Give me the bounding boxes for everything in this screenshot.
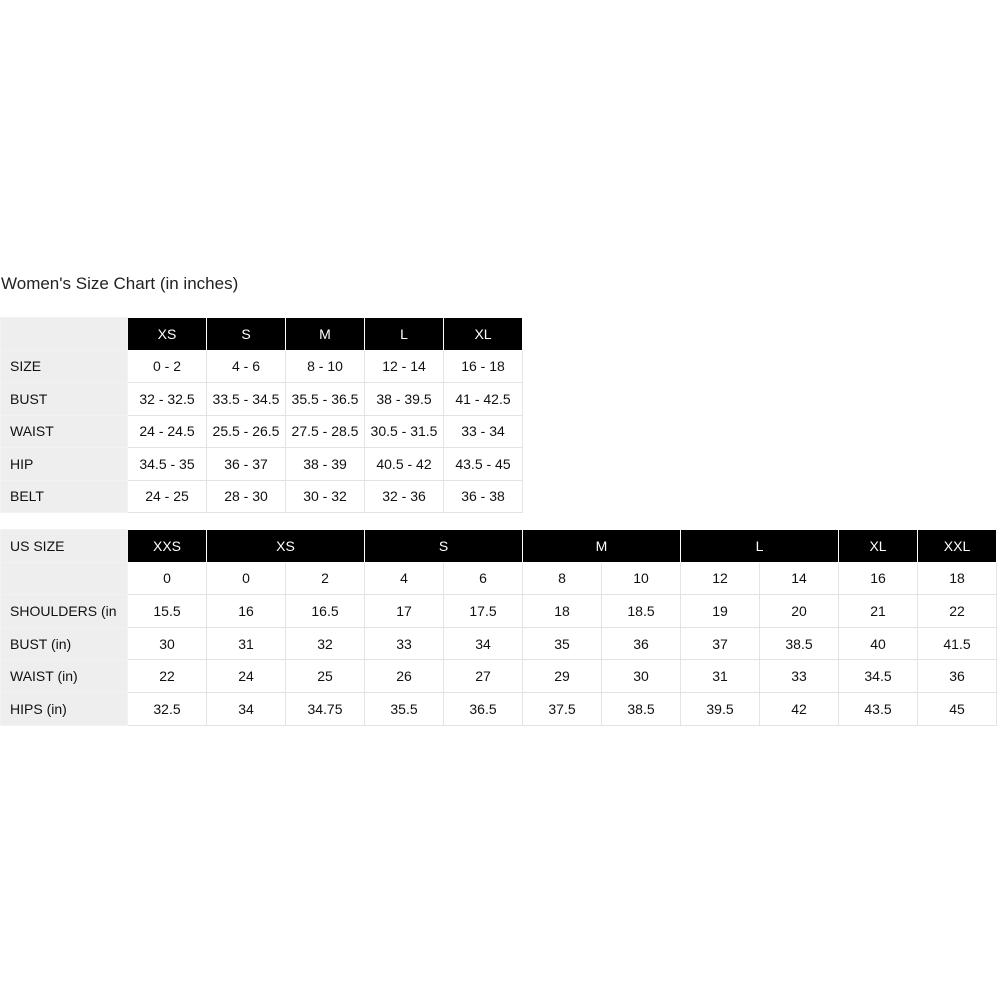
table-row — [1, 595, 997, 628]
group-header-row — [1, 530, 997, 563]
table-cell: 21 — [839, 595, 918, 628]
row-label: BELT — [1, 480, 128, 513]
table-cell: 39.5 — [681, 692, 760, 725]
table-cell: 27.5 - 28.5 — [286, 415, 365, 448]
table-cell: 31 — [681, 660, 760, 693]
table-cell: 30 — [602, 660, 681, 693]
table-cell: 42 — [760, 692, 839, 725]
table-cell: 38.5 — [602, 692, 681, 725]
row-label: HIPS (in) — [1, 692, 128, 725]
corner-label: US SIZE — [1, 530, 128, 563]
table-cell: 35.5 - 36.5 — [286, 383, 365, 416]
table-cell: 36 - 38 — [444, 480, 523, 513]
table-cell: 41.5 — [918, 627, 997, 660]
table-cell: 17 — [365, 595, 444, 628]
table-cell: 40.5 - 42 — [365, 448, 444, 481]
table-cell: 36.5 — [444, 692, 523, 725]
table-cell: 16 — [207, 595, 286, 628]
size-number: 18 — [918, 562, 997, 595]
size-group-header: XS — [207, 530, 365, 563]
column-header: XS — [128, 318, 207, 351]
table-cell: 0 - 2 — [128, 350, 207, 383]
table-cell: 24 — [207, 660, 286, 693]
table-cell: 34 — [207, 692, 286, 725]
table-row — [1, 480, 523, 513]
column-header: M — [286, 318, 365, 351]
size-number: 4 — [365, 562, 444, 595]
row-label: BUST (in) — [1, 627, 128, 660]
size-number: 16 — [839, 562, 918, 595]
table-cell: 34.5 — [839, 660, 918, 693]
table-cell: 32.5 — [128, 692, 207, 725]
table-cell: 33 - 34 — [444, 415, 523, 448]
table-cell: 34.5 - 35 — [128, 448, 207, 481]
table-cell: 25.5 - 26.5 — [207, 415, 286, 448]
row-label: SHOULDERS (in — [1, 595, 128, 628]
table-cell: 27 — [444, 660, 523, 693]
size-number: 6 — [444, 562, 523, 595]
table-row — [1, 415, 523, 448]
table-row — [1, 350, 523, 383]
table-cell: 37.5 — [523, 692, 602, 725]
size-chart-table — [0, 317, 523, 513]
corner-cell — [1, 318, 128, 351]
row-label: SIZE — [1, 350, 128, 383]
table-cell: 43.5 — [839, 692, 918, 725]
table-cell: 33.5 - 34.5 — [207, 383, 286, 416]
table-cell: 33 — [365, 627, 444, 660]
table-row — [1, 627, 997, 660]
size-number-row — [1, 562, 997, 595]
table-cell: 32 — [286, 627, 365, 660]
table-cell: 36 - 37 — [207, 448, 286, 481]
table-cell: 22 — [128, 660, 207, 693]
table-cell: 43.5 - 45 — [444, 448, 523, 481]
row-label: WAIST (in) — [1, 660, 128, 693]
header-row — [1, 318, 523, 351]
table-cell: 34.75 — [286, 692, 365, 725]
table-row — [1, 383, 523, 416]
table-cell: 34 — [444, 627, 523, 660]
table-row — [1, 660, 997, 693]
us-size-table — [0, 529, 997, 726]
size-group-header: XL — [839, 530, 918, 563]
table-cell: 8 - 10 — [286, 350, 365, 383]
table-cell: 32 - 36 — [365, 480, 444, 513]
table-cell: 35 — [523, 627, 602, 660]
table-cell: 12 - 14 — [365, 350, 444, 383]
size-group-header: M — [523, 530, 681, 563]
table-cell: 19 — [681, 595, 760, 628]
size-number: 2 — [286, 562, 365, 595]
table-cell: 35.5 — [365, 692, 444, 725]
table-cell: 38 - 39 — [286, 448, 365, 481]
table-cell: 17.5 — [444, 595, 523, 628]
table-cell: 26 — [365, 660, 444, 693]
table-cell: 20 — [760, 595, 839, 628]
size-group-header: S — [365, 530, 523, 563]
table-cell: 16.5 — [286, 595, 365, 628]
table-cell: 28 - 30 — [207, 480, 286, 513]
size-group-header: L — [681, 530, 839, 563]
table-cell: 25 — [286, 660, 365, 693]
table-cell: 38.5 — [760, 627, 839, 660]
table-row — [1, 692, 997, 725]
table-cell: 24 - 25 — [128, 480, 207, 513]
table-cell: 4 - 6 — [207, 350, 286, 383]
table-cell: 15.5 — [128, 595, 207, 628]
size-number: 0 — [207, 562, 286, 595]
table-cell: 16 - 18 — [444, 350, 523, 383]
size-group-header: XXS — [128, 530, 207, 563]
row-label: BUST — [1, 383, 128, 416]
table-cell: 32 - 32.5 — [128, 383, 207, 416]
page-title: Women's Size Chart (in inches) — [1, 274, 239, 293]
table-cell: 45 — [918, 692, 997, 725]
table-cell: 37 — [681, 627, 760, 660]
size-number: 0 — [128, 562, 207, 595]
column-header: S — [207, 318, 286, 351]
table-cell: 30 — [128, 627, 207, 660]
size-number: 8 — [523, 562, 602, 595]
row-label: WAIST — [1, 415, 128, 448]
table-cell: 36 — [602, 627, 681, 660]
table-cell: 30 - 32 — [286, 480, 365, 513]
size-group-header: XXL — [918, 530, 997, 563]
row-label: HIP — [1, 448, 128, 481]
table-cell: 31 — [207, 627, 286, 660]
row-label — [1, 562, 128, 595]
size-number: 12 — [681, 562, 760, 595]
column-header: L — [365, 318, 444, 351]
table-cell: 41 - 42.5 — [444, 383, 523, 416]
table-cell: 24 - 24.5 — [128, 415, 207, 448]
table-cell: 38 - 39.5 — [365, 383, 444, 416]
table-cell: 22 — [918, 595, 997, 628]
table-cell: 18.5 — [602, 595, 681, 628]
table-row — [1, 448, 523, 481]
table-cell: 40 — [839, 627, 918, 660]
table-cell: 29 — [523, 660, 602, 693]
table-cell: 36 — [918, 660, 997, 693]
table-cell: 30.5 - 31.5 — [365, 415, 444, 448]
column-header: XL — [444, 318, 523, 351]
table-cell: 33 — [760, 660, 839, 693]
table-cell: 18 — [523, 595, 602, 628]
size-number: 14 — [760, 562, 839, 595]
size-number: 10 — [602, 562, 681, 595]
